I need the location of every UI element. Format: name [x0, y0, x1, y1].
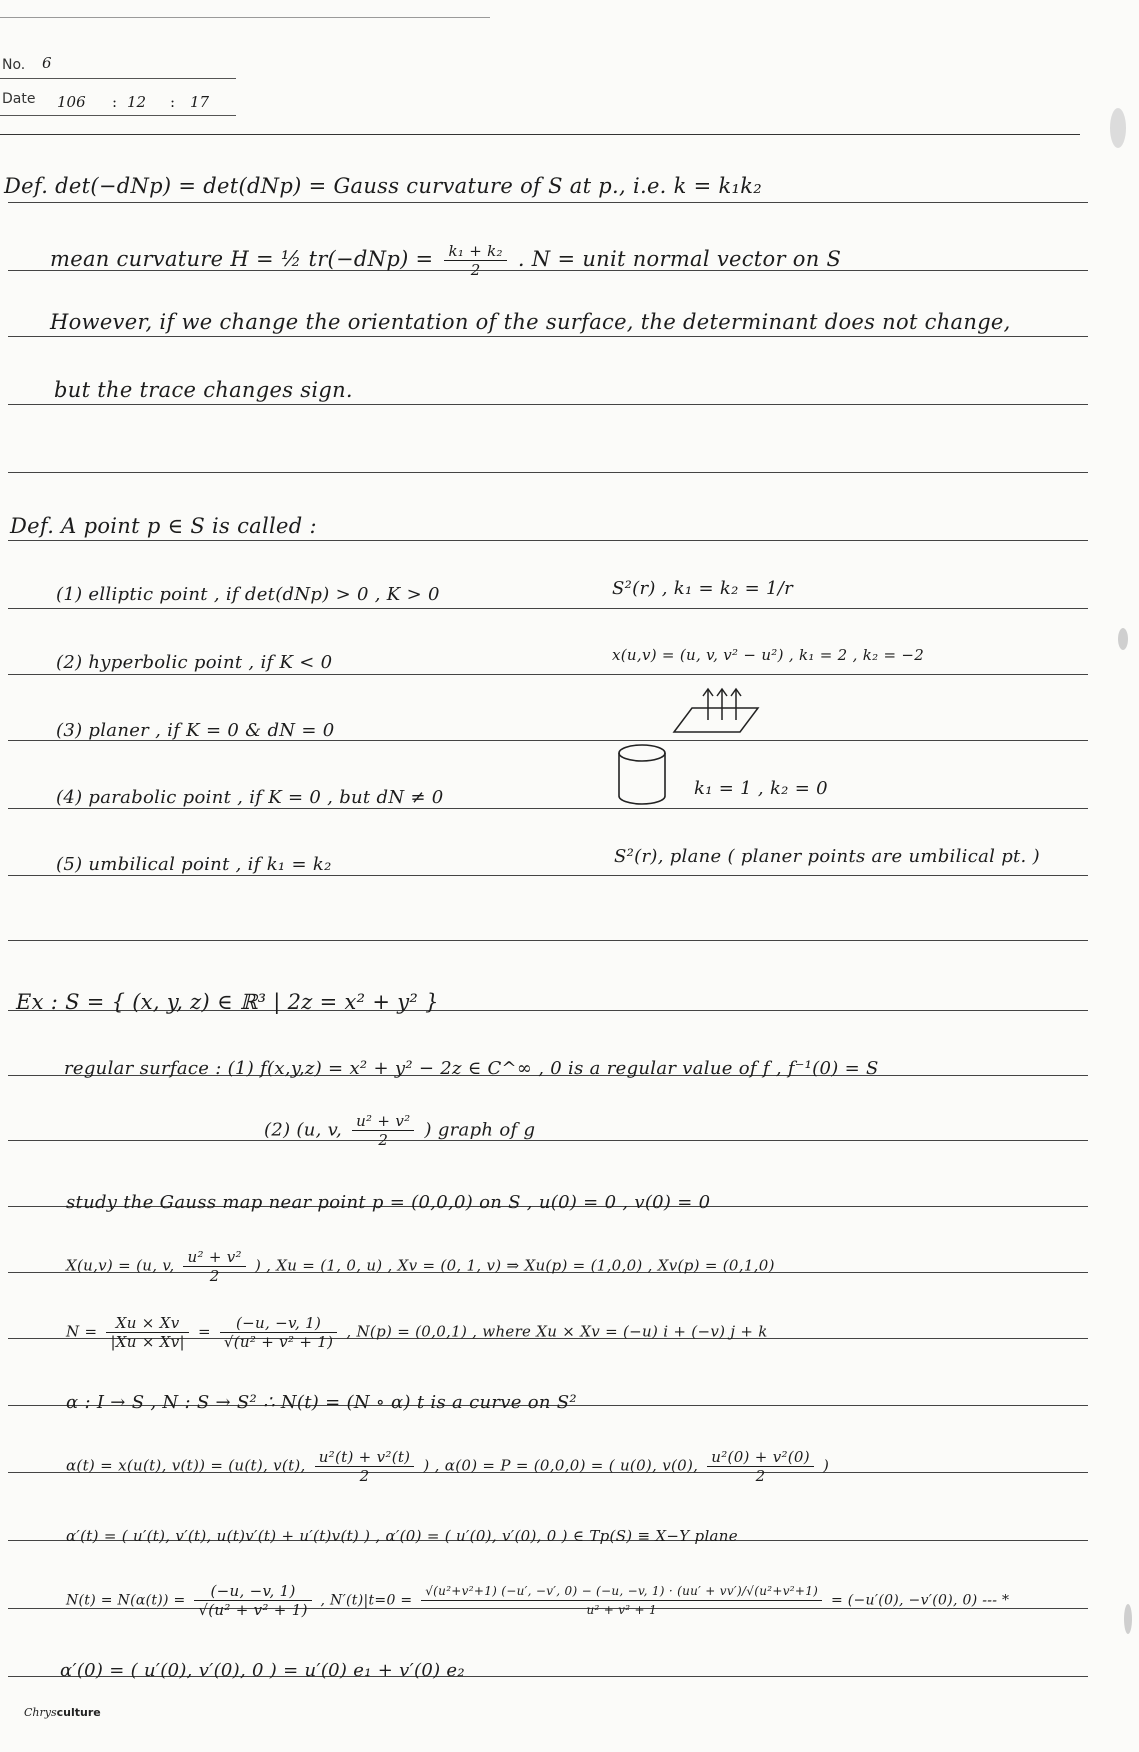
mean-curvature-text: mean curvature H = ½ tr(−dNp) = — [50, 247, 434, 271]
fraction-numerator: k₁ + k₂ — [444, 242, 506, 261]
header-rule — [0, 134, 1080, 135]
regular-surface-line: regular surface : (1) f(x,y,z) = x² + y² − 2z ∈ C^∞ , 0 is a regular value of f , f⁻¹(0) = S — [64, 1058, 879, 1079]
alpha-prime-at-zero-line: α′(0) = ( u′(0), v′(0), 0 ) = u′(0) e₁ + v′(0) e₂ — [60, 1660, 465, 1681]
ruled-line — [8, 808, 1088, 809]
fraction-denominator: |Xu × Xv| — [110, 1333, 185, 1351]
orientation-remark: However, if we change the orientation of the surface, the determinant does not change, — [50, 310, 1011, 334]
fraction-denominator: 2 — [755, 1467, 766, 1485]
fraction-denominator: 2 — [470, 261, 481, 279]
brand-bold: culture — [56, 1706, 101, 1719]
fraction-numerator: u²(0) + v²(0) — [707, 1448, 814, 1467]
normal-derivative-fraction-2 — [421, 1582, 822, 1619]
no-label: No. — [2, 57, 26, 73]
umbilical-point-example: S²(r), plane ( planer points are umbilical pt. ) — [614, 846, 1040, 867]
elliptic-point-item: (1) elliptic point , if det(dNp) > 0 , K > 0 — [56, 584, 440, 605]
point-classification-definition: Def. A point p ∈ S is called : — [10, 514, 317, 538]
ruled-line — [8, 404, 1088, 405]
graph-text-a: (2) (u, v, — [264, 1119, 343, 1141]
trace-remark: but the trace changes sign. — [54, 378, 353, 402]
ruled-line — [8, 875, 1088, 876]
graph-line — [264, 1112, 535, 1149]
umbilical-point-item: (5) umbilical point , if k₁ = k₂ — [56, 854, 332, 875]
ruled-line — [8, 608, 1088, 609]
fraction-denominator: √(u² + v² + 1) — [198, 1601, 308, 1619]
fraction-denominator: 2 — [209, 1267, 220, 1285]
normal-fraction-2 — [220, 1314, 337, 1351]
unit-normal-text: . N = unit normal vector on S — [517, 247, 842, 271]
ruled-line — [8, 940, 1088, 941]
parametrization-fraction — [183, 1248, 245, 1285]
fraction-numerator: Xu × Xv — [106, 1314, 188, 1333]
planer-point-item: (3) planer , if K = 0 & dN = 0 — [56, 720, 335, 741]
normal-text-b: , N(p) = (0,0,1) , where Xu × Xv = (−u) i + (−v) j + k — [346, 1322, 768, 1341]
normal-vector-line — [66, 1314, 768, 1351]
alpha-text-c: ) — [823, 1456, 830, 1475]
alpha-fraction-1 — [315, 1448, 415, 1485]
elliptic-point-example: S²(r) , k₁ = k₂ = 1/r — [612, 578, 794, 599]
alpha-curve-line — [66, 1448, 829, 1485]
ruled-line — [8, 472, 1088, 473]
fraction-numerator: (−u, −v, 1) — [194, 1582, 311, 1601]
graph-fraction — [352, 1112, 414, 1149]
gauss-map-study-line: study the Gauss map near point p = (0,0,0) on S , u(0) = 0 , v(0) = 0 — [66, 1192, 711, 1213]
parametrization-text-a: X(u,v) = (u, v, — [66, 1256, 175, 1275]
normal-equals: = — [197, 1322, 211, 1341]
parametrization-text-b: ) , Xu = (1, 0, u) , Xv = (0, 1, v) ⇒ Xu(p) = (1,0,0) , Xv(p) = (0,1,0) — [254, 1256, 775, 1275]
header-date-line — [0, 115, 236, 116]
mean-curvature-fraction — [444, 242, 506, 279]
fraction-numerator: (−u, −v, 1) — [220, 1314, 337, 1333]
normal-text-a: N = — [66, 1322, 98, 1341]
plane-normals-sketch — [670, 684, 770, 736]
fraction-denominator: 2 — [359, 1467, 370, 1485]
normal-derivative-line — [66, 1582, 1009, 1619]
graph-text-b: ) graph of g — [424, 1119, 536, 1141]
parabolic-point-item: (4) parabolic point , if K = 0 , but dN ≠ 0 — [56, 787, 444, 808]
date-year: 106 — [57, 93, 86, 111]
fraction-numerator: u² + v² — [352, 1112, 414, 1131]
ruled-line — [8, 674, 1088, 675]
mean-curvature-line — [50, 242, 841, 279]
date-label: Date — [2, 91, 36, 107]
fraction-numerator: √(u²+v²+1) (−u′, −v′, 0) − (−u, −v, 1) · (uu′ + vv′)/√(u²+v²+1) — [421, 1582, 822, 1601]
page-top-edge — [0, 17, 490, 18]
parametrization-line — [66, 1248, 775, 1285]
fraction-numerator: u² + v² — [183, 1248, 245, 1267]
scan-speck — [1118, 628, 1128, 650]
date-sep: : — [112, 93, 118, 111]
parabolic-point-example: k₁ = 1 , k₂ = 0 — [694, 778, 828, 799]
alpha-derivative-line: α′(t) = ( u′(t), v′(t), u(t)v′(t) + u′(t)v(t) ) , α′(0) = ( u′(0), v′(0), 0 ) ∈ Tp(S) ≡ X−Y plane — [66, 1527, 738, 1545]
alpha-text-b: ) , α(0) = P = (0,0,0) = ( u(0), v(0), — [423, 1456, 699, 1475]
hyperbolic-point-item: (2) hyperbolic point , if K < 0 — [56, 652, 333, 673]
date-day: 17 — [190, 93, 210, 111]
example-surface-definition: Ex : S = { (x, y, z) ∈ ℝ³ | 2z = x² + y² } — [16, 990, 439, 1014]
ruled-line — [8, 1140, 1088, 1141]
alpha-fraction-2 — [707, 1448, 814, 1485]
curve-on-sphere-line: α : I → S , N : S → S² ∴ N(t) = (N ∘ α) t is a curve on S² — [66, 1392, 577, 1413]
cylinder-sketch — [614, 742, 670, 808]
brand-script: Chrys — [24, 1706, 57, 1719]
date-sep: : — [170, 93, 176, 111]
normal-derivative-text-a: N(t) = N(α(t)) = — [66, 1592, 186, 1609]
hyperbolic-point-example: x(u,v) = (u, v, v² − u²) , k₁ = 2 , k₂ = −2 — [612, 646, 925, 664]
ruled-line — [8, 202, 1088, 203]
normal-derivative-fraction-1 — [194, 1582, 311, 1619]
fraction-denominator: 2 — [378, 1131, 389, 1149]
scan-speck — [1124, 1604, 1132, 1634]
normal-fraction-1 — [106, 1314, 188, 1351]
scan-speck — [1110, 108, 1126, 148]
fraction-denominator: u² + v² + 1 — [586, 1603, 657, 1617]
fraction-denominator: √(u² + v² + 1) — [223, 1333, 334, 1351]
ruled-line — [8, 540, 1088, 541]
normal-derivative-text-b: , N′(t)|t=0 = — [320, 1592, 413, 1609]
ruled-line — [8, 336, 1088, 337]
date-month: 12 — [127, 93, 147, 111]
page-number: 6 — [42, 54, 52, 72]
fraction-numerator: u²(t) + v²(t) — [315, 1448, 415, 1467]
alpha-text-a: α(t) = x(u(t), v(t)) = (u(t), v(t), — [66, 1456, 306, 1475]
notebook-brand-logo — [24, 1706, 101, 1719]
gauss-curvature-definition: Def. det(−dNp) = det(dNp) = Gauss curvature of S at p., i.e. k = k₁k₂ — [4, 174, 762, 198]
header-no-line — [0, 78, 236, 79]
normal-derivative-text-c: = (−u′(0), −v′(0), 0) --- * — [830, 1592, 1010, 1609]
